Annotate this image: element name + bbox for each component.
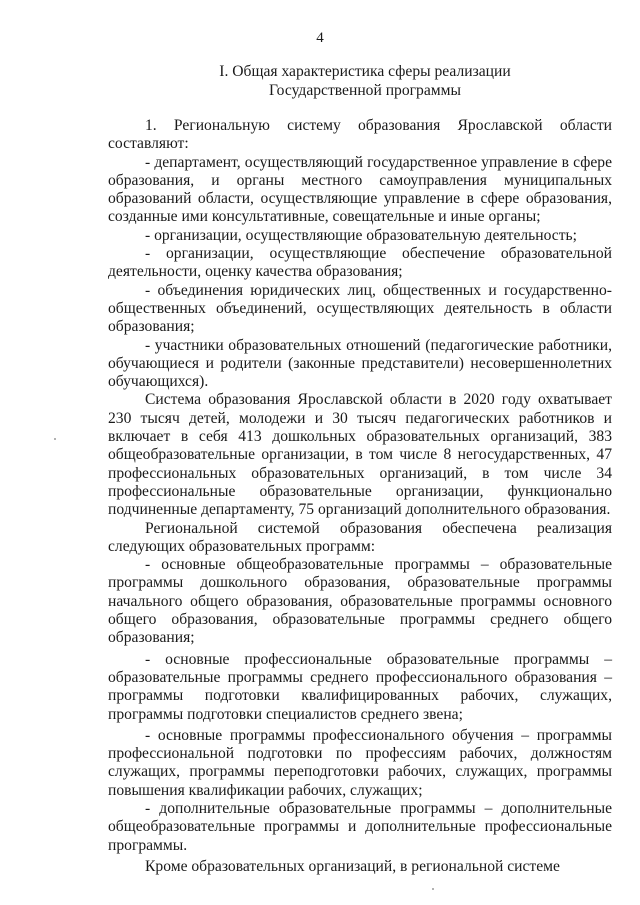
document-body: [108, 117, 612, 876]
section-heading-line-1: I. Общая характеристика сферы реализации: [219, 63, 511, 80]
paragraph-programs-intro: Региональной системой образования обеспечена реализация следующих образовательных программ:: [108, 519, 612, 555]
paragraph-continuation: Кроме образовательных организаций, в региональной системе: [145, 857, 560, 875]
section-heading: [130, 62, 600, 100]
scan-speck: [54, 438, 56, 440]
list-item-general-programs: - основные общеобразовательные программы – образовательные программы дошкольного образования, образовательные программы начального общего образования, образовательные программы основного общего образования, образовательные программы среднего общего образования;: [108, 556, 612, 647]
list-item-participants: - участники образовательных отношений (педагогические работники, обучающиеся и родители (законные представители) несовершеннолетних обучающихся).: [108, 336, 612, 391]
list-item-educational-orgs: - организации, осуществляющие образовательную деятельность;: [145, 226, 577, 244]
paragraph-system-stats: Система образования Ярославской области в 2020 году охватывает 230 тысяч детей, молодежи и 30 тысяч педагогических работников и включает в себя 413 дошкольных образовательных организаций, 383 общеобразовательные организации, в том числе 8 негосударственных, 47 профессиональных образовательных организаций, в том числе 34 профессиональные образовательные организации, функционально подчиненные департаменту, 75 организаций дополнительного образования.: [108, 391, 612, 519]
scan-speck: [432, 888, 434, 890]
list-item-support-orgs: - организации, осуществляющие обеспечение образовательной деятельности, оценку качества образования;: [108, 245, 612, 281]
section-heading-line-2: Государственной программы: [269, 82, 461, 99]
page-number: 4: [316, 30, 324, 46]
list-item-department: - департамент, осуществляющий государственное управление в сфере образования, и органы местного самоуправления муниципальных образований области, осуществляющие управление в сфере образования, созданные ими консультативные, совещательные и иные органы;: [108, 153, 612, 226]
list-item-vocational-training: - основные программы профессионального обучения – программы профессиональной подготовки по профессиям рабочих, должностям служащих, программы переподготовки рабочих, служащих, программы повышения квалификации рабочих, служащих;: [108, 726, 612, 799]
list-item-additional-programs: - дополнительные образовательные программы – дополнительные общеобразовательные программы и дополнительные профессиональные программы.: [108, 799, 612, 854]
paragraph-intro: 1. Региональную систему образования Ярославской области составляют:: [108, 117, 612, 153]
list-item-associations: - объединения юридических лиц, общественных и государственно-общественных объединений, осуществляющих деятельность в области образования;: [108, 281, 612, 336]
list-item-professional-programs: - основные профессиональные образовательные программы – образовательные программы среднего профессионального образования – программы подготовки квалифицированных рабочих, служащих, программы подготовки специалистов среднего звена;: [108, 650, 612, 723]
